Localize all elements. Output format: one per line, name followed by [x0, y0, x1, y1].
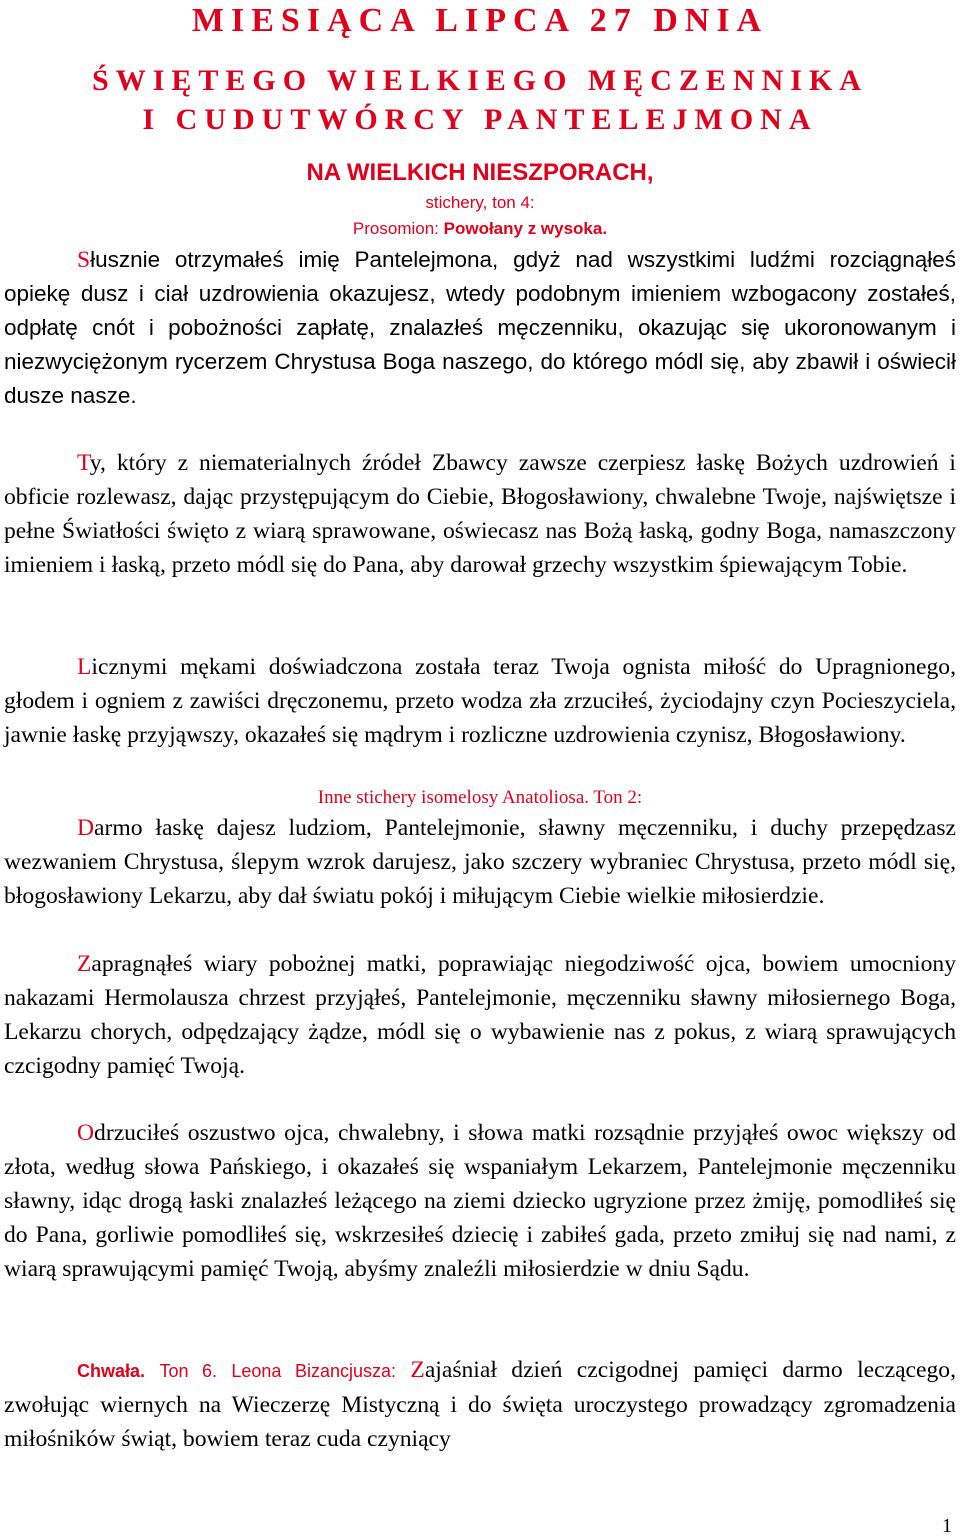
- prosomion-value: Powołany z wysoka.: [443, 219, 608, 238]
- section-heading: NA WIELKICH NIESZPORACH,: [306, 159, 654, 186]
- page-number: 1: [942, 1515, 952, 1537]
- sticheron-4: [4, 811, 956, 913]
- tone-heading: stichery, ton 4:: [425, 193, 535, 212]
- paragraph-text: icznymi mękami doświadczona została teraz Twoja ognista miłość do Upragnionego, głodem i ogniem z zawiści dręczonemu, przeto wodza zła zrzuciłeś, życiodajny czyn Pocieszyciela, jawnie łaskę przyjąwszy, okazałeś się mądrym i rozliczne uzdrowienia czynisz, Błogosławiony.: [4, 654, 956, 748]
- tone-label: Ton 6.: [159, 1361, 217, 1381]
- initial-letter: Z: [77, 951, 92, 977]
- prosomion-label: Prosomion:: [352, 219, 439, 238]
- chwala-label: Chwała.: [77, 1361, 146, 1381]
- subtitle-line-2: I CUDUTWÓRCY PANTELEJMONA: [142, 103, 818, 136]
- paragraph-text: ajaśniał dzień czcigodnej pamięci darmo leczącego, zwołując wiernych na Wieczerzę Mistyczną i do święta uroczystego prowadzący zgromadzenia miłośników świąt, bowiem teraz cuda czyniący: [4, 1357, 956, 1452]
- other-stichera-heading: Inne stichery isomelosy Anatoliosa. Ton 2:: [317, 787, 643, 808]
- sticheron-3: [4, 650, 956, 752]
- page-title: MIESIĄCA LIPCA 27 DNIA: [191, 2, 769, 39]
- paragraph-text: y, który z niematerialnych źródeł Zbawcy zawsze czerpiesz łaskę Bożych uzdrowień i obficie rozlewasz, dając przystępującym do Ciebie, Błogosławiony, chwalebne Twoje, najświętsze i pełne Światłości święto z wiarą sprawowane, oświecasz nas Bożą łaską, godny Boga, namaszczony imieniem i łaską, przeto módl się do Pana, aby darował grzechy wszystkim śpiewającym Tobie.: [4, 450, 956, 578]
- initial-letter: L: [77, 654, 92, 680]
- initial-letter: S: [77, 247, 91, 273]
- author-label: Leona Bizancjusza:: [231, 1361, 396, 1381]
- prosomion-heading: [0, 218, 960, 240]
- sticheron-1: [4, 243, 956, 413]
- sticheron-6: [4, 1116, 956, 1286]
- sticheron-5: [4, 947, 956, 1083]
- initial-letter: T: [77, 450, 90, 476]
- initial-letter: D: [77, 815, 95, 841]
- paragraph-text: apragnąłeś wiary pobożnej matki, poprawiając niegodziwość ojca, bowiem umocniony nakazami Hermolausza chrzest przyjąłeś, Pantelejmonie, męczenniku sławny miłosiernego Boga, Lekarzu chorych, odpędzający żądze, módl się o wybawienie nas z pokus, z wiarą sprawujących czcigodny pamięć Twoją.: [4, 951, 956, 1079]
- sticheron-2: [4, 446, 956, 582]
- paragraph-text: łusznie otrzymałeś imię Pantelejmona, gdyż nad wszystkimi ludźmi rozciągnąłeś opiekę dusz i ciał uzdrowienia okazujesz, wtedy podobnym imieniem wzbogacony zostałeś, odpłatę cnót i pobożności zapłatę, znalazłeś męczenniku, okazując się ukoronowanym i niezwyciężonym rycerzem Chrystusa Boga naszego, do którego módl się, aby zbawił i oświecił dusze nasze.: [4, 247, 956, 408]
- initial-letter: O: [77, 1120, 95, 1146]
- paragraph-text: drzuciłeś oszustwo ojca, chwalebny, i słowa matki rozsądnie przyjąłeś owoc większy od złota, według słowa Pańskiego, i okazałeś się wspaniałym Lekarzem, Pantelejmonie męczenniku sławny, idąc drogą łaski znalazłeś leżącego na ziemi dziecko ugryzione przez żmiję, pomodliłeś się do Pana, gorliwie pomodliłeś się, wskrzesiłeś dziecię i zabiłeś gada, przeto zmiłuj się nad nami, z wiarą sprawującymi pamięć Twoją, abyśmy znaleźli miłosierdzie w dniu Sądu.: [4, 1120, 956, 1282]
- doxastikon: [4, 1353, 956, 1456]
- initial-letter: Z: [410, 1357, 425, 1383]
- paragraph-text: armo łaskę dajesz ludziom, Pantelejmonie, sławny męczenniku, i duchy przepędzasz wezwaniem Chrystusa, ślepym wzrok darujesz, jako szczery wybraniec Chrystusa, przeto módl się, błogosławiony Lekarzu, aby dał światu pokój i miłującym Ciebie wielkie miłosierdzie.: [4, 815, 956, 909]
- subtitle-line-1: ŚWIĘTEGO WIELKIEGO MĘCZENNIKA: [92, 64, 868, 97]
